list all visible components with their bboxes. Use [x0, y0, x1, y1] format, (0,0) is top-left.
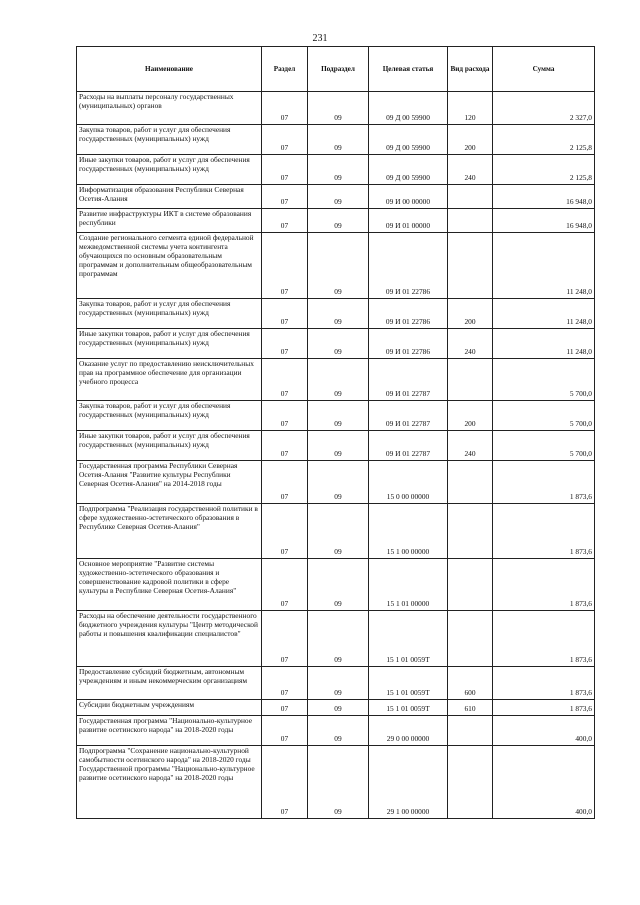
cell-statya: 09 И 00 00000 — [369, 185, 448, 209]
cell-podrazdel: 09 — [308, 667, 369, 700]
cell-vid — [448, 185, 493, 209]
cell-razdel: 07 — [262, 185, 308, 209]
table-row — [77, 667, 595, 700]
cell-name: Иные закупки товаров, работ и услуг для обеспечения государственных (муниципальных) нужд — [77, 431, 262, 461]
table-row — [77, 401, 595, 431]
cell-razdel: 07 — [262, 716, 308, 746]
cell-razdel: 07 — [262, 611, 308, 667]
cell-summa: 5 700,0 — [493, 401, 595, 431]
cell-vid: 610 — [448, 700, 493, 716]
cell-vid — [448, 746, 493, 819]
cell-razdel: 07 — [262, 233, 308, 299]
table-row — [77, 746, 595, 819]
cell-podrazdel: 09 — [308, 746, 369, 819]
cell-statya: 29 1 00 00000 — [369, 746, 448, 819]
cell-razdel: 07 — [262, 92, 308, 125]
cell-statya: 29 0 00 00000 — [369, 716, 448, 746]
cell-podrazdel: 09 — [308, 92, 369, 125]
cell-vid — [448, 611, 493, 667]
cell-summa: 1 873,6 — [493, 700, 595, 716]
cell-name: Развитие инфраструктуры ИКТ в системе образования республики — [77, 209, 262, 233]
cell-statya: 09 И 01 22787 — [369, 431, 448, 461]
cell-podrazdel: 09 — [308, 233, 369, 299]
cell-name: Закупка товаров, работ и услуг для обеспечения государственных (муниципальных) нужд — [77, 299, 262, 329]
cell-podrazdel: 09 — [308, 611, 369, 667]
table-row — [77, 359, 595, 401]
cell-podrazdel: 09 — [308, 716, 369, 746]
table-row — [77, 559, 595, 611]
cell-vid — [448, 504, 493, 559]
table-row — [77, 92, 595, 125]
cell-summa: 11 248,0 — [493, 299, 595, 329]
cell-name: Государственная программа Республики Северная Осетия-Алания "Развитие культуры Республики Северная Осетия-Алания" на 2014-2018 годы — [77, 461, 262, 504]
cell-podrazdel: 09 — [308, 359, 369, 401]
cell-vid: 600 — [448, 667, 493, 700]
cell-statya: 09 И 01 22787 — [369, 401, 448, 431]
cell-razdel: 07 — [262, 461, 308, 504]
cell-razdel: 07 — [262, 700, 308, 716]
cell-razdel: 07 — [262, 746, 308, 819]
cell-podrazdel: 09 — [308, 329, 369, 359]
cell-name: Государственная программа "Национально-культурное развитие осетинского народа" на 2018-2020 годы — [77, 716, 262, 746]
cell-podrazdel: 09 — [308, 185, 369, 209]
cell-vid: 240 — [448, 431, 493, 461]
cell-vid: 240 — [448, 155, 493, 185]
cell-vid: 200 — [448, 401, 493, 431]
cell-name: Подпрограмма "Сохранение национально-культурной самобытности осетинского народа" на 2018-2020 годы Государственной программы "Национально-культурное развитие осетинского народа" на 2018-2020 годы — [77, 746, 262, 819]
cell-summa: 1 873,6 — [493, 667, 595, 700]
cell-summa: 11 248,0 — [493, 329, 595, 359]
cell-statya: 09 И 01 22786 — [369, 233, 448, 299]
table-row — [77, 299, 595, 329]
cell-vid: 200 — [448, 299, 493, 329]
cell-razdel: 07 — [262, 299, 308, 329]
table-row — [77, 233, 595, 299]
cell-name: Закупка товаров, работ и услуг для обеспечения государственных (муниципальных) нужд — [77, 125, 262, 155]
cell-name: Подпрограмма "Реализация государственной политики в сфере художественно-эстетического образования в Республике Северная Осетия-Алания" — [77, 504, 262, 559]
cell-name: Информатизация образования Республики Северная Осетия-Алания — [77, 185, 262, 209]
col-header-vid: Вид расхода — [448, 47, 493, 92]
table-row — [77, 185, 595, 209]
cell-vid — [448, 559, 493, 611]
cell-podrazdel: 09 — [308, 700, 369, 716]
page-number: 231 — [312, 33, 328, 44]
cell-razdel: 07 — [262, 431, 308, 461]
col-header-summa: Сумма — [493, 47, 595, 92]
cell-podrazdel: 09 — [308, 125, 369, 155]
cell-summa: 2 125,8 — [493, 155, 595, 185]
cell-summa: 1 873,6 — [493, 461, 595, 504]
cell-statya: 09 И 01 00000 — [369, 209, 448, 233]
cell-name: Расходы на обеспечение деятельности государственного бюджетного учреждения культуры "Центр методической работы и повышения квалификации специалистов" — [77, 611, 262, 667]
cell-statya: 15 1 01 0059Т — [369, 700, 448, 716]
cell-podrazdel: 09 — [308, 461, 369, 504]
col-header-name: Наименование — [77, 47, 262, 92]
table-row — [77, 125, 595, 155]
cell-vid — [448, 359, 493, 401]
cell-vid — [448, 209, 493, 233]
table-row — [77, 700, 595, 716]
cell-vid: 200 — [448, 125, 493, 155]
cell-name: Основное мероприятие "Развитие системы художественно-эстетического образования и совершенствование кадровой политики в сфере культуры в Республике Северная Осетия-Алания" — [77, 559, 262, 611]
cell-statya: 09 И 01 22787 — [369, 359, 448, 401]
col-header-statya: Целевая статья — [369, 47, 448, 92]
cell-name: Иные закупки товаров, работ и услуг для обеспечения государственных (муниципальных) нужд — [77, 329, 262, 359]
table-row — [77, 431, 595, 461]
cell-summa: 1 873,6 — [493, 504, 595, 559]
cell-podrazdel: 09 — [308, 299, 369, 329]
cell-name: Субсидии бюджетным учреждениям — [77, 700, 262, 716]
cell-summa: 5 700,0 — [493, 359, 595, 401]
cell-razdel: 07 — [262, 504, 308, 559]
budget-table — [76, 46, 595, 819]
cell-podrazdel: 09 — [308, 431, 369, 461]
cell-name: Иные закупки товаров, работ и услуг для обеспечения государственных (муниципальных) нужд — [77, 155, 262, 185]
cell-name: Оказание услуг по предоставлению неисключительных прав на программное обеспечение для организации учебного процесса — [77, 359, 262, 401]
cell-vid — [448, 461, 493, 504]
cell-statya: 15 1 01 00000 — [369, 559, 448, 611]
cell-razdel: 07 — [262, 559, 308, 611]
cell-summa: 16 948,0 — [493, 209, 595, 233]
cell-summa: 5 700,0 — [493, 431, 595, 461]
cell-summa: 1 873,6 — [493, 611, 595, 667]
cell-summa: 11 248,0 — [493, 233, 595, 299]
cell-podrazdel: 09 — [308, 504, 369, 559]
cell-statya: 15 1 01 0059Т — [369, 611, 448, 667]
table-row — [77, 209, 595, 233]
cell-statya: 15 0 00 00000 — [369, 461, 448, 504]
col-header-podrazdel: Подраздел — [308, 47, 369, 92]
table-body — [77, 92, 595, 819]
cell-name: Предоставление субсидий бюджетным, автономным учреждениям и иным некоммерческим организациям — [77, 667, 262, 700]
cell-podrazdel: 09 — [308, 155, 369, 185]
cell-podrazdel: 09 — [308, 209, 369, 233]
cell-summa: 2 327,0 — [493, 92, 595, 125]
cell-vid: 240 — [448, 329, 493, 359]
cell-summa: 2 125,8 — [493, 125, 595, 155]
cell-statya: 09 И 01 22786 — [369, 299, 448, 329]
table-row — [77, 611, 595, 667]
cell-razdel: 07 — [262, 209, 308, 233]
cell-razdel: 07 — [262, 329, 308, 359]
cell-podrazdel: 09 — [308, 401, 369, 431]
cell-razdel: 07 — [262, 401, 308, 431]
cell-razdel: 07 — [262, 359, 308, 401]
cell-vid: 120 — [448, 92, 493, 125]
header-row — [77, 47, 595, 92]
col-header-razdel: Раздел — [262, 47, 308, 92]
table-row — [77, 461, 595, 504]
cell-statya: 09 Д 00 59900 — [369, 155, 448, 185]
table-row — [77, 716, 595, 746]
cell-vid — [448, 716, 493, 746]
cell-vid — [448, 233, 493, 299]
cell-podrazdel: 09 — [308, 559, 369, 611]
cell-summa: 400,0 — [493, 746, 595, 819]
table-row — [77, 155, 595, 185]
cell-summa: 16 948,0 — [493, 185, 595, 209]
cell-statya: 09 Д 00 59900 — [369, 92, 448, 125]
cell-statya: 15 1 00 00000 — [369, 504, 448, 559]
cell-razdel: 07 — [262, 125, 308, 155]
cell-summa: 400,0 — [493, 716, 595, 746]
table-row — [77, 329, 595, 359]
cell-razdel: 07 — [262, 155, 308, 185]
cell-statya: 15 1 01 0059Т — [369, 667, 448, 700]
cell-statya: 09 Д 00 59900 — [369, 125, 448, 155]
table-row — [77, 504, 595, 559]
cell-name: Создание регионального сегмента единой федеральной межведомственной системы учета контингента обучающихся по основным образовательным программам и дополнительным общеобразовательным программам — [77, 233, 262, 299]
cell-name: Закупка товаров, работ и услуг для обеспечения государственных (муниципальных) нужд — [77, 401, 262, 431]
cell-statya: 09 И 01 22786 — [369, 329, 448, 359]
cell-name: Расходы на выплаты персоналу государственных (муниципальных) органов — [77, 92, 262, 125]
cell-razdel: 07 — [262, 667, 308, 700]
cell-summa: 1 873,6 — [493, 559, 595, 611]
